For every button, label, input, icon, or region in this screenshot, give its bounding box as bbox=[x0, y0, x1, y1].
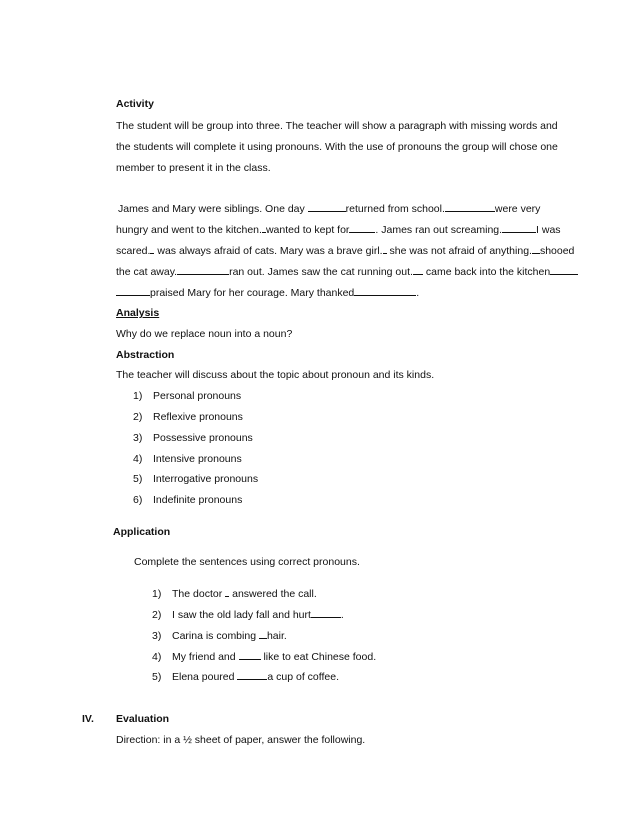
answer-blank bbox=[311, 608, 341, 618]
list-number: 3) bbox=[152, 630, 162, 642]
list-text: Intensive pronouns bbox=[153, 453, 242, 465]
paragraph-text: . James ran out screaming. bbox=[375, 224, 503, 236]
paragraph-text: scared. bbox=[116, 245, 151, 257]
activity-line-3: member to present it in the class. bbox=[116, 162, 271, 174]
list-text: Personal pronouns bbox=[153, 390, 242, 402]
analysis-question: Why do we replace noun into a noun? bbox=[116, 328, 293, 340]
evaluation-direction: Direction: in a ½ sheet of paper, answer the following. bbox=[116, 734, 366, 746]
paragraph-text: James and Mary were siblings. One day bbox=[118, 203, 308, 215]
list-text: The doctor bbox=[172, 588, 223, 600]
list-text: Elena poured bbox=[172, 671, 238, 683]
section-numeral: IV. bbox=[82, 713, 94, 725]
activity-heading: Activity bbox=[116, 98, 154, 110]
list-number: 5) bbox=[152, 671, 162, 683]
list-text: . bbox=[340, 609, 344, 621]
answer-blank bbox=[354, 286, 416, 296]
paragraph-line-1 bbox=[118, 202, 540, 216]
list-text: Possessive pronouns bbox=[153, 432, 253, 444]
list-text: a cup of coffee. bbox=[267, 671, 339, 683]
list-text: Carina is combing bbox=[172, 630, 259, 642]
list-item bbox=[152, 670, 339, 684]
activity-line-2: the students will complete it using pronouns. With the use of pronouns the group will chose one bbox=[116, 141, 558, 153]
paragraph-text: the cat away. bbox=[116, 266, 178, 278]
list-number: 4) bbox=[133, 453, 143, 465]
list-number: 1) bbox=[152, 588, 162, 600]
list-text: hair. bbox=[266, 630, 287, 642]
paragraph-text: hungry and went to the kitchen. bbox=[116, 224, 262, 236]
answer-blank bbox=[532, 244, 540, 254]
paragraph-text: she was not afraid of anything. bbox=[386, 245, 532, 257]
list-item bbox=[152, 608, 344, 622]
paragraph-line-3 bbox=[116, 244, 574, 258]
list-item bbox=[133, 410, 243, 424]
paragraph-text: . bbox=[416, 287, 420, 299]
list-item bbox=[152, 650, 376, 664]
list-item bbox=[133, 472, 258, 486]
paragraph-text: praised Mary for her courage. Mary thanked bbox=[150, 287, 355, 299]
list-item bbox=[133, 389, 241, 403]
paragraph-text: came back into the kitchen bbox=[422, 266, 551, 278]
list-number: 6) bbox=[133, 494, 143, 506]
answer-blank bbox=[239, 650, 261, 660]
paragraph-text: returned from school. bbox=[345, 203, 445, 215]
paragraph-text: were very bbox=[494, 203, 541, 215]
list-item bbox=[152, 587, 317, 601]
paragraph-text: was always afraid of cats. Mary was a brave girl. bbox=[154, 245, 383, 257]
answer-blank bbox=[308, 202, 346, 212]
list-text: I saw the old lady fall and hurt bbox=[172, 609, 311, 621]
paragraph-text: ran out. James saw the cat running out. bbox=[229, 266, 413, 278]
list-text: like to eat Chinese food. bbox=[260, 651, 377, 663]
answer-blank bbox=[237, 670, 267, 680]
abstraction-intro: The teacher will discuss about the topic about pronoun and its kinds. bbox=[116, 369, 435, 381]
list-number: 3) bbox=[133, 432, 143, 444]
answer-blank bbox=[502, 223, 536, 233]
list-number: 2) bbox=[152, 609, 162, 621]
answer-blank bbox=[259, 629, 267, 639]
paragraph-text: I was bbox=[536, 224, 561, 236]
paragraph-text: wanted to kept for bbox=[265, 224, 350, 236]
answer-blank bbox=[349, 223, 375, 233]
list-number: 5) bbox=[133, 473, 143, 485]
list-item bbox=[133, 431, 253, 445]
paragraph-line-2 bbox=[116, 223, 561, 237]
evaluation-heading: Evaluation bbox=[116, 713, 170, 725]
list-number: 4) bbox=[152, 651, 162, 663]
list-text: Reflexive pronouns bbox=[153, 411, 243, 423]
answer-blank bbox=[177, 265, 229, 275]
answer-blank bbox=[116, 286, 150, 296]
paragraph-line-4 bbox=[116, 265, 578, 279]
list-text: Interrogative pronouns bbox=[153, 473, 259, 485]
list-text: answered the call. bbox=[229, 588, 317, 600]
list-item bbox=[133, 452, 242, 466]
answer-blank bbox=[550, 265, 578, 275]
list-item bbox=[152, 629, 287, 643]
list-number: 2) bbox=[133, 411, 143, 423]
list-text: Indefinite pronouns bbox=[153, 494, 243, 506]
list-text: My friend and bbox=[172, 651, 239, 663]
answer-blank bbox=[445, 202, 495, 212]
list-item bbox=[133, 493, 242, 507]
application-heading: Application bbox=[113, 526, 171, 538]
list-number: 1) bbox=[133, 390, 143, 402]
paragraph-text: shooed bbox=[539, 245, 575, 257]
activity-line-1: The student will be group into three. The teacher will show a paragraph with missing words and bbox=[116, 120, 558, 132]
paragraph-line-5 bbox=[116, 286, 419, 300]
application-instruction: Complete the sentences using correct pronouns. bbox=[134, 556, 360, 568]
analysis-heading: Analysis bbox=[116, 307, 160, 319]
abstraction-heading: Abstraction bbox=[116, 349, 175, 361]
answer-blank bbox=[413, 265, 423, 275]
